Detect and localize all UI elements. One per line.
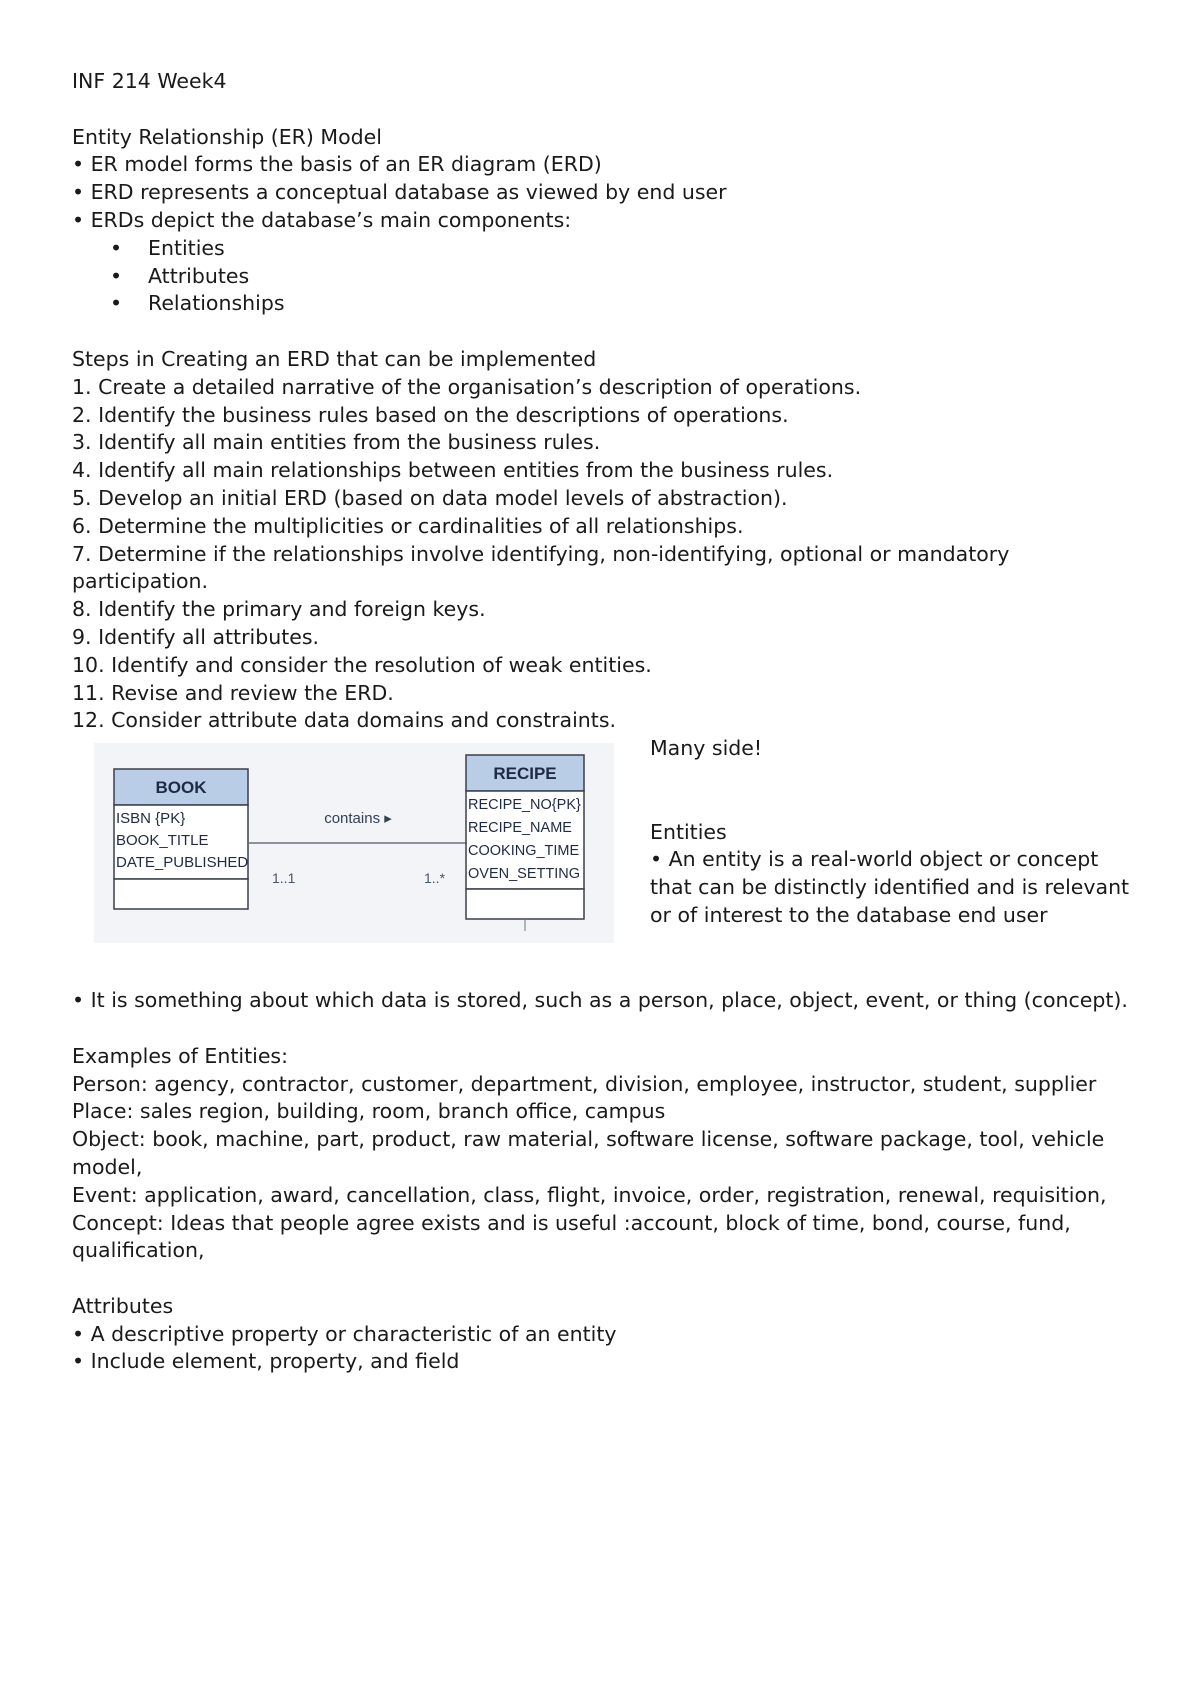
book-attribute: DATE_PUBLISHED xyxy=(116,854,249,872)
book-title: BOOK xyxy=(155,778,207,798)
example-line: Object: book, machine, part, product, raw material, software license, software package, tool, vehicle model, xyxy=(72,1127,1105,1179)
right-multiplicity: 1..* xyxy=(424,870,446,887)
step-item: 6. Determine the multiplicities or cardinalities of all relationships. xyxy=(72,513,744,538)
er-diagram xyxy=(94,743,614,943)
example-line: Place: sales region, building, room, branch office, campus xyxy=(72,1099,666,1124)
er-model-bullet: • ER model forms the basis of an ER diagram (ERD) xyxy=(72,151,1132,179)
recipe-title: RECIPE xyxy=(493,764,557,784)
step-item: 3. Identify all main entities from the business rules. xyxy=(72,430,601,455)
step-item: 2. Identify the business rules based on the descriptions of operations. xyxy=(72,402,789,427)
side-text xyxy=(650,735,1130,930)
recipe-attribute: RECIPE_NAME xyxy=(468,820,572,837)
attributes-title: Attributes xyxy=(72,1293,174,1318)
attributes-bullet: • A descriptive property or characteristic of an entity xyxy=(72,1321,1132,1349)
step-item: 10. Identify and consider the resolution of weak entities. xyxy=(72,652,652,677)
entities-bullet: • An entity is a real-world object or concept that can be distinctly identified and is relevant or of interest to the database end user xyxy=(650,846,1130,929)
er-model-bullet: • ERDs depict the database’s main components: xyxy=(72,207,1132,235)
component-item: • Relationships xyxy=(110,291,285,316)
recipe-attribute: COOKING_TIME xyxy=(468,843,580,860)
component-item: • Attributes xyxy=(110,263,250,288)
page-header: INF 214 Week4 xyxy=(72,69,227,93)
steps-title: Steps in Creating an ERD that can be implemented xyxy=(72,346,597,371)
book-attribute: BOOK_TITLE xyxy=(116,832,209,850)
step-item: 1. Create a detailed narrative of the organisation’s description of operations. xyxy=(72,374,862,399)
book-operations-box xyxy=(114,879,248,909)
left-multiplicity: 1..1 xyxy=(272,870,296,887)
step-item: 11. Revise and review the ERD. xyxy=(72,680,394,705)
examples-title: Examples of Entities: xyxy=(72,1043,289,1068)
step-item: 5. Develop an initial ERD (based on data model levels of abstraction). xyxy=(72,485,788,510)
step-item: 12. Consider attribute data domains and constraints. xyxy=(72,708,617,733)
example-line: Concept: Ideas that people agree exists and is useful :account, block of time, bond, course, fund, qualification, xyxy=(72,1210,1071,1263)
er-model-title: Entity Relationship (ER) Model xyxy=(72,124,382,149)
step-item: 7. Determine if the relationships involve identifying, non-identifying, optional or mandatory participation. xyxy=(72,541,1010,594)
example-line: Event: application, award, cancellation, class, flight, invoice, order, registration, renewal, requisition, xyxy=(72,1182,1107,1207)
er-model-bullet: • ERD represents a conceptual database as viewed by end user xyxy=(72,179,1132,207)
diagram-row xyxy=(72,735,1132,987)
step-item: 4. Identify all main relationships between entities from the business rules. xyxy=(72,458,834,483)
entities-bullet: • It is something about which data is stored, such as a person, place, object, event, or thing (concept). xyxy=(72,987,1132,1015)
example-line: Person: agency, contractor, customer, department, division, employee, instructor, student, supplier xyxy=(72,1071,1097,1096)
recipe-attribute: OVEN_SETTING xyxy=(468,866,580,883)
er-diagram-svg xyxy=(94,743,614,943)
recipe-attribute: RECIPE_NO{PK} xyxy=(468,797,581,814)
book-attribute: ISBN {PK} xyxy=(116,810,186,828)
many-side-note: Many side! xyxy=(650,736,763,761)
attributes-bullet: • Include element, property, and field xyxy=(72,1348,1132,1376)
entities-title: Entities xyxy=(650,819,727,844)
recipe-operations-box xyxy=(466,889,584,919)
step-item: 9. Identify all attributes. xyxy=(72,624,320,649)
relationship-label: contains ▸ xyxy=(324,810,392,828)
step-item: 8. Identify the primary and foreign keys. xyxy=(72,597,486,622)
component-item: • Entities xyxy=(110,235,225,260)
document-page xyxy=(72,68,1132,1376)
